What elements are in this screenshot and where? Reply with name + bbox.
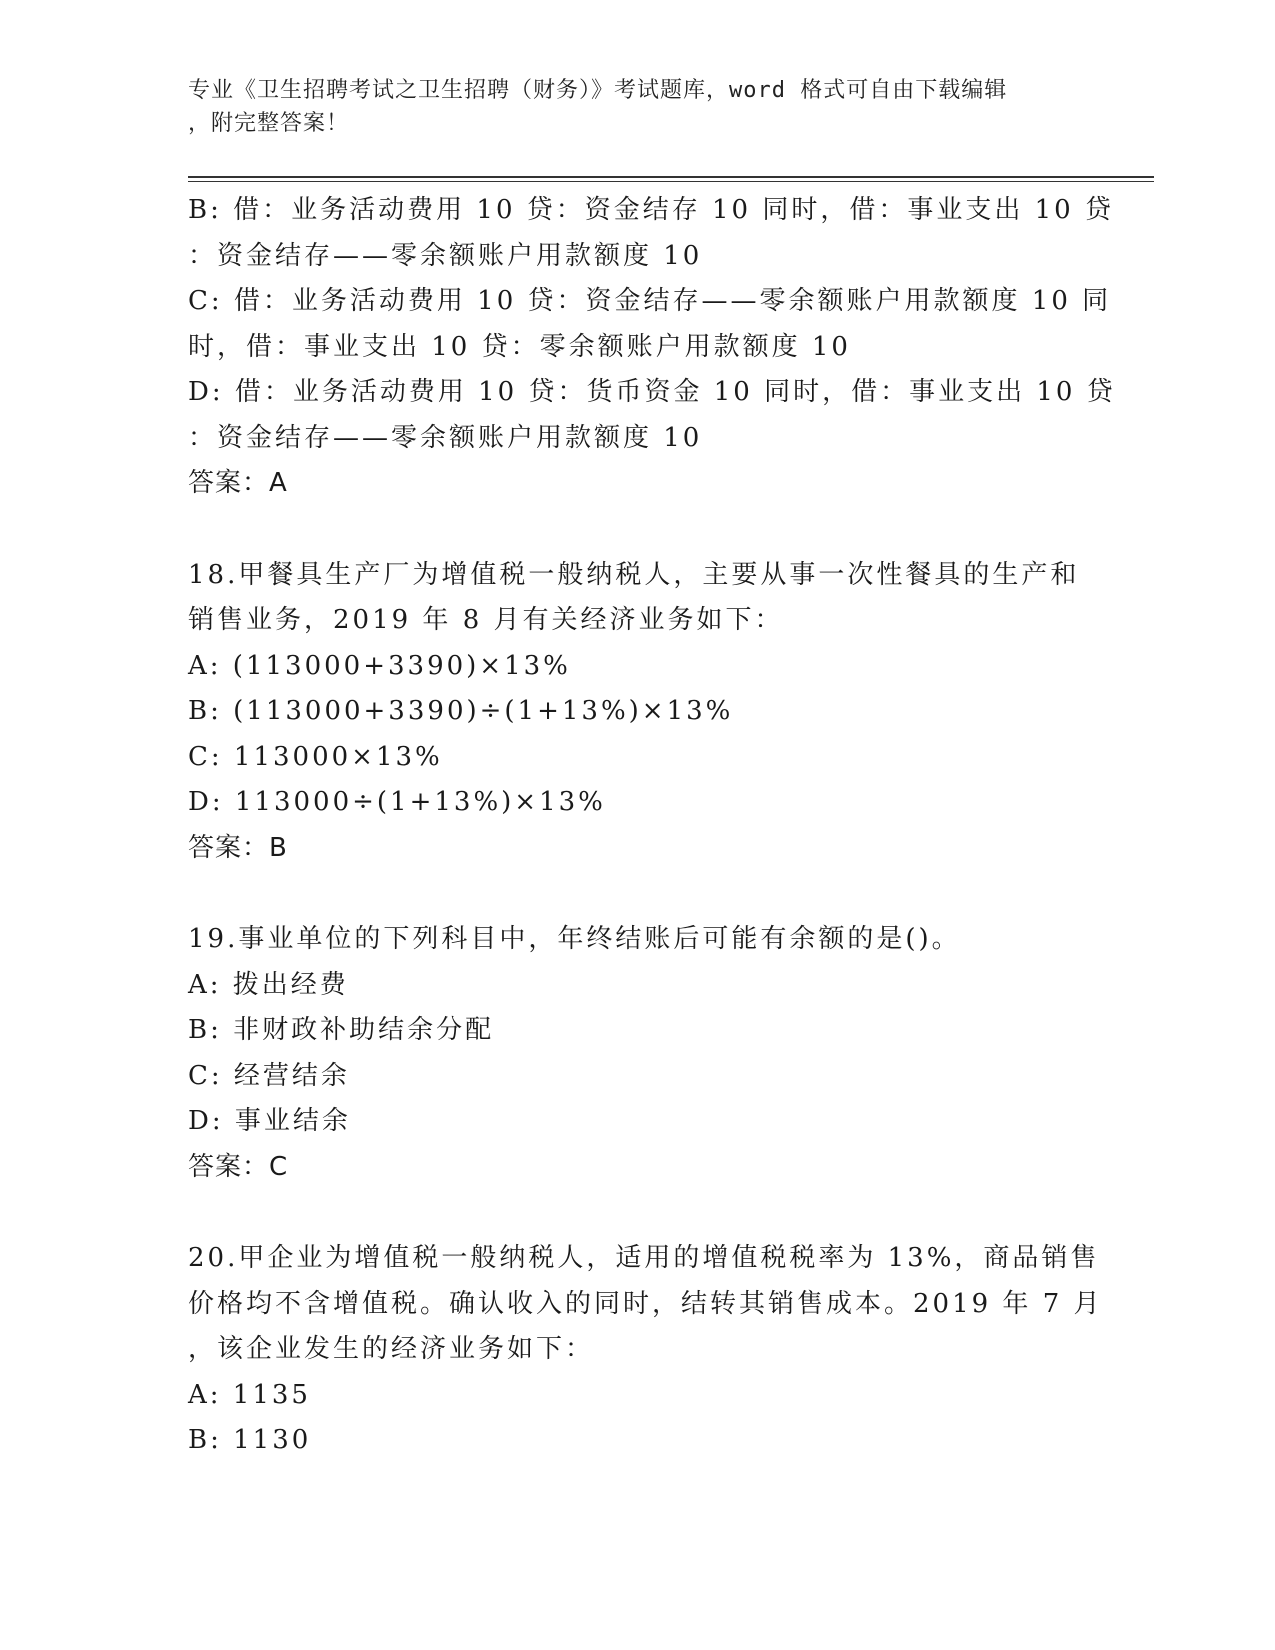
q19-option-b: B: 非财政补助结余分配 [188, 1015, 495, 1045]
header-divider-thin [188, 181, 1154, 182]
q19-option-c: C: 经营结余 [188, 1060, 350, 1091]
q20-stem-line-1: 20.甲企业为增值税一般纳税人，适用的增值税税率为 13%，商品销售 [188, 1243, 1100, 1273]
q17-option-d-line-1: D: 借：业务活动费用 10 贷：货币资金 10 同时，借：事业支出 10 贷 [188, 377, 1116, 407]
q18-stem-line-2: 销售业务，2019 年 8 月有关经济业务如下： [188, 605, 784, 635]
q18-stem-line-1: 18.甲餐具生产厂为增值税一般纳税人，主要从事一次性餐具的生产和 [188, 559, 1080, 590]
header-divider-thick [188, 176, 1154, 178]
q18-option-a: A: (113000+3390)×13% [188, 650, 571, 681]
q20-option-a: A: 1135 [188, 1379, 311, 1410]
q17-option-c-line-1: C: 借：业务活动费用 10 贷：资金结存——零余额账户用款额度 10 同 [188, 286, 1112, 316]
document-header [188, 74, 1088, 140]
q17-option-c-line-2: 时，借：事业支出 10 贷：零余额账户用款额度 10 [188, 331, 851, 362]
q19-answer: 答案：C [188, 1151, 289, 1182]
question-19 [188, 917, 1088, 1190]
q19-option-d: D: 事业结余 [188, 1106, 351, 1136]
q19-option-a: A: 拨出经费 [188, 969, 349, 1000]
q18-answer: 答案：B [188, 832, 288, 863]
header-line-2: ，附完整答案！ [188, 111, 350, 136]
q17-answer: 答案：A [188, 468, 288, 498]
q20-option-b: B: 1130 [188, 1425, 312, 1455]
question-18 [188, 553, 1088, 872]
q19-stem-line-1: 19.事业单位的下列科目中，年终结账后可能有余额的是()。 [188, 924, 961, 954]
question-17-tail [188, 188, 1116, 507]
q20-stem-line-2: 价格均不含增值税。确认收入的同时，结转其销售成本。2019 年 7 月 [188, 1288, 1103, 1319]
header-line-1: 专业《卫生招聘考试之卫生招聘（财务）》考试题库，word 格式可自由下载编辑 [188, 78, 1008, 103]
q18-option-b: B: (113000+3390)÷(1+13%)×13% [188, 696, 734, 726]
q18-option-c: C: 113000×13% [188, 741, 443, 772]
spacer [188, 507, 1088, 553]
q17-option-d-line-2: ：资金结存——零余额账户用款额度 10 [188, 422, 703, 453]
q17-option-b-line-1: B: 借：业务活动费用 10 贷：资金结存 10 同时，借：事业支出 10 贷 [188, 195, 1114, 225]
question-content [188, 188, 1116, 1464]
question-20 [188, 1236, 1103, 1464]
q20-stem-line-3: ，该企业发生的经济业务如下： [188, 1334, 595, 1364]
q17-option-b-line-2: ：资金结存——零余额账户用款额度 10 [188, 240, 703, 271]
spacer [188, 1190, 1088, 1236]
q18-option-d: D: 113000÷(1+13%)×13% [188, 787, 606, 817]
spacer [188, 871, 1088, 917]
